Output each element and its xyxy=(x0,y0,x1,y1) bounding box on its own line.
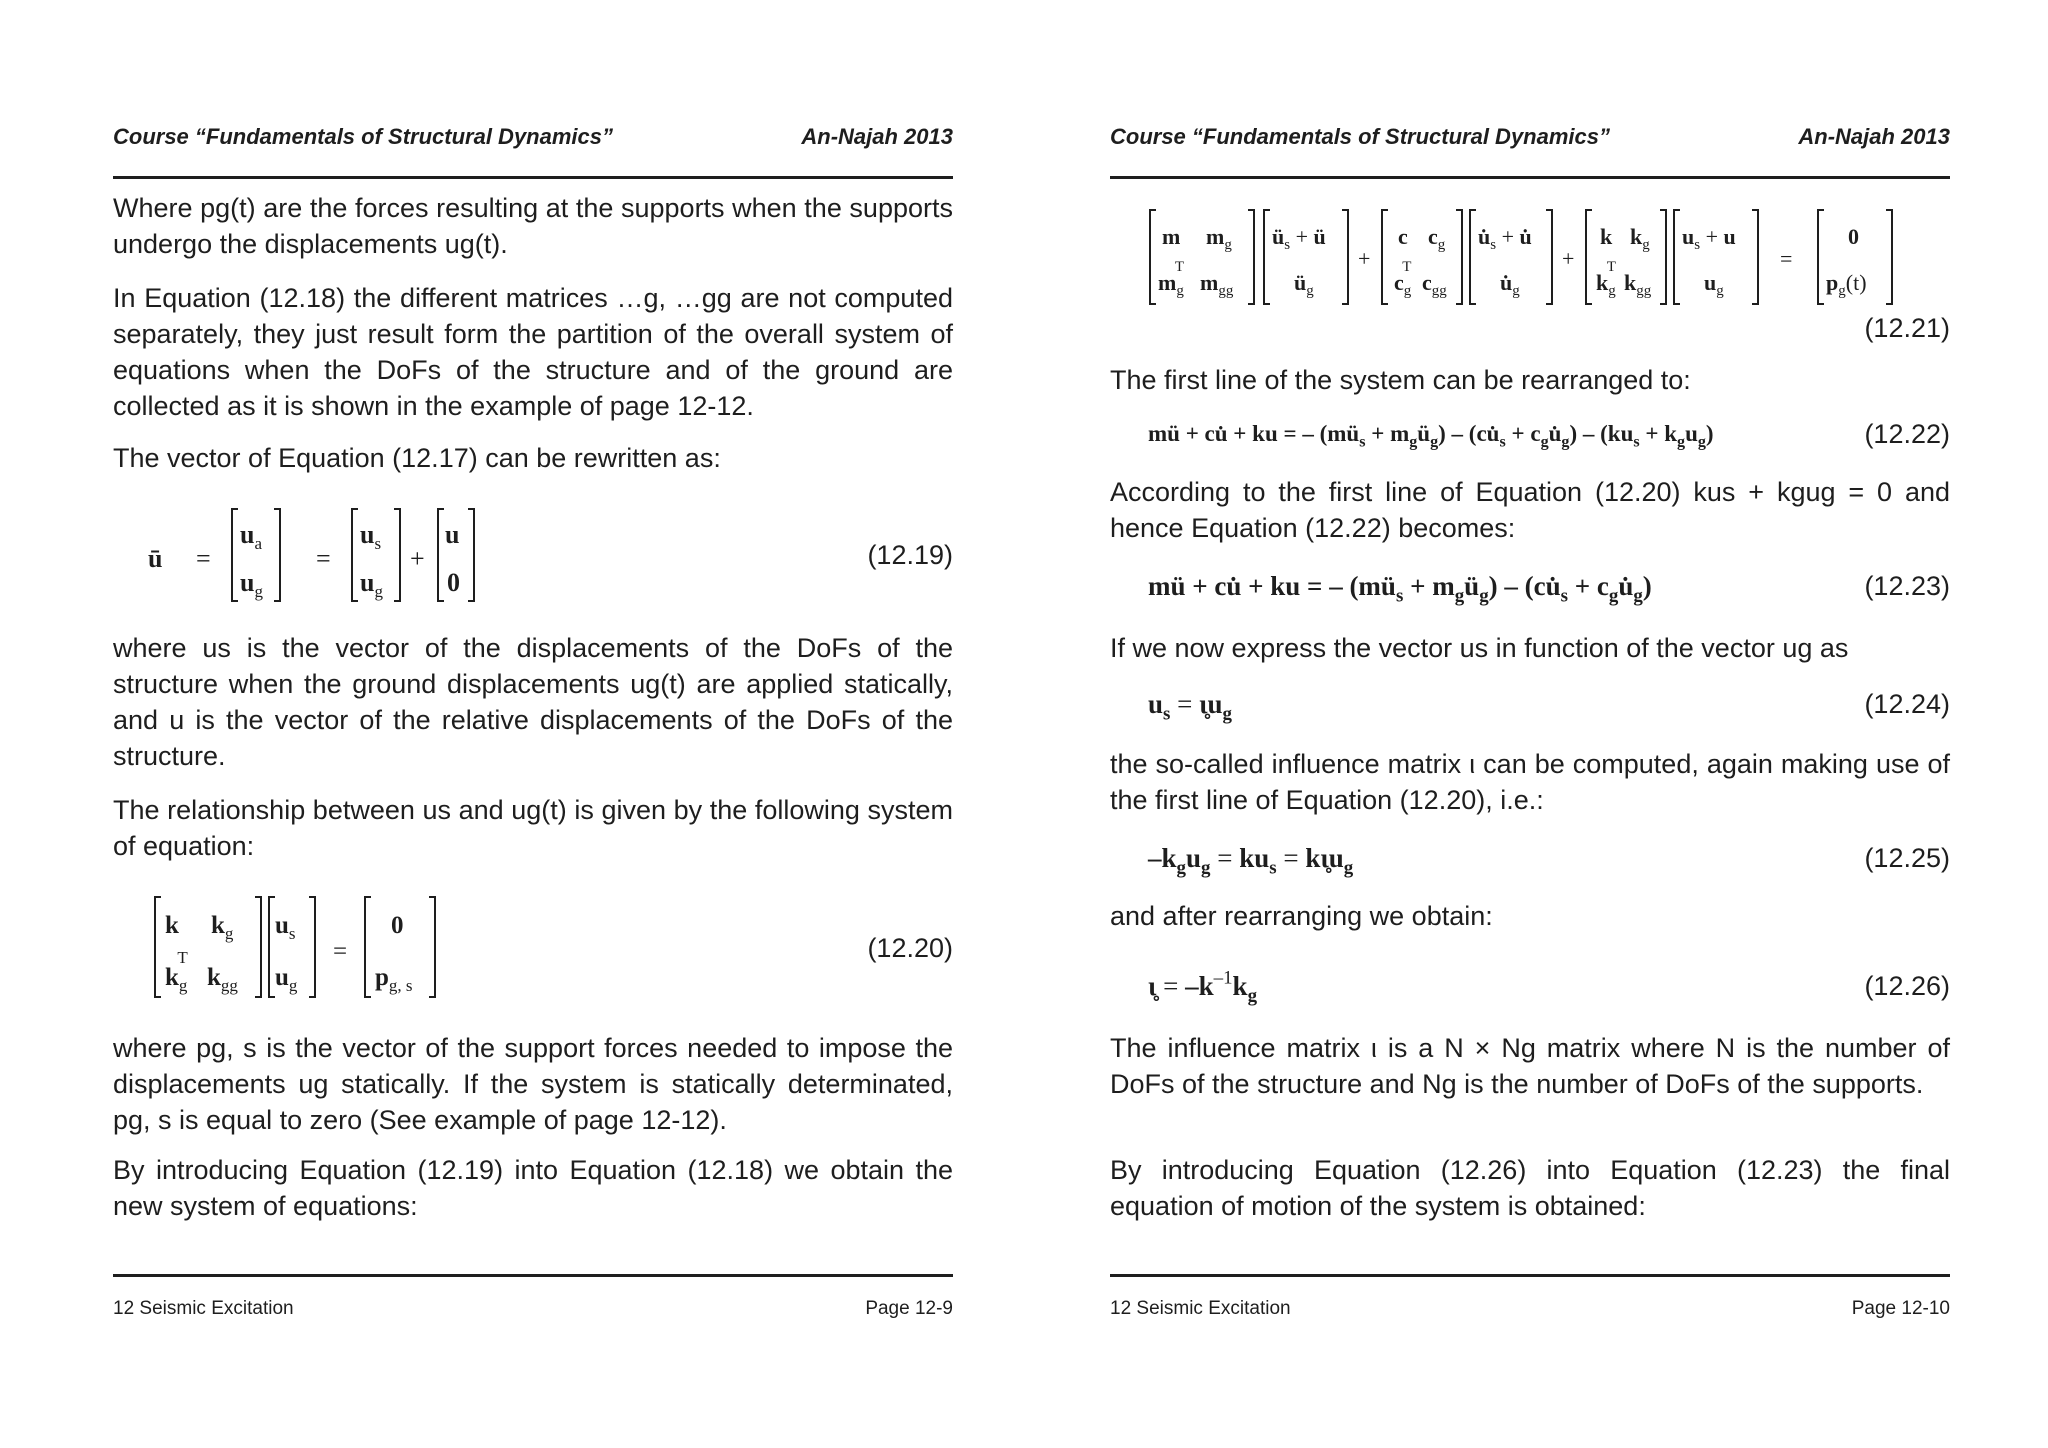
page-header xyxy=(113,124,953,158)
svg-text:kgg: $k_{gg}$ xyxy=(1624,270,1652,299)
svg-text:kgT: $k_gT$ xyxy=(1596,259,1616,299)
svg-text:u̇g: $u̇_g$ xyxy=(1500,270,1520,299)
paragraph: and after rearranging we obtain: xyxy=(1110,901,1493,931)
equation-number: (12.24) xyxy=(1864,689,1950,719)
equation-number: (12.25) xyxy=(1864,843,1950,873)
svg-text:ū: ū xyxy=(148,544,163,573)
right-page xyxy=(1110,0,1950,1448)
svg-text:=: = xyxy=(1780,246,1793,271)
svg-text:us + u: $u_s + u$ xyxy=(1682,224,1736,253)
svg-text:kgT: $k_gT$ xyxy=(165,948,188,995)
svg-text:cgg: $c_{gg}$ xyxy=(1422,270,1447,299)
svg-text:0: 0 xyxy=(391,912,404,939)
svg-text:=: = xyxy=(316,544,331,573)
course-year: An-Najah 2013 xyxy=(801,124,953,149)
svg-text:m: m xyxy=(1162,224,1181,249)
equation-number: (12.19) xyxy=(867,540,953,570)
paragraph: In Equation (12.18) the different matrices …g, …gg are not computed separately, they just result form the partition of the overall system of equations when the DoFs of the structure and of the ground are collected as it is shown in the example of page 12-12. xyxy=(113,283,953,421)
course-year: An-Najah 2013 xyxy=(1798,124,1950,149)
equation-12-22: mü + cu̇ + ku = – ($mü_s$ + $m_gü_g$) – ($cu̇_s$ + $c_gu̇_g) - (ku_s + k_gu_g)$ xyxy=(1148,421,1714,451)
svg-text:+: + xyxy=(1562,246,1575,271)
footer-chapter: 12 Seismic Excitation xyxy=(1110,1298,1291,1319)
svg-text:pg(t): $p_g(t)$ xyxy=(1826,270,1867,299)
svg-text:mgg: $m_{gg}$ xyxy=(1200,270,1234,299)
footer-rule xyxy=(113,1274,953,1277)
svg-text:ua: $u_a$ xyxy=(240,520,263,553)
course-title: Course “Fundamentals of Structural Dynamics” xyxy=(1110,124,1610,149)
paragraph: where us is the vector of the displacements of the DoFs of the structure when the ground displacements ug(t) are applied statically, and u is the vector of the relative displacements of the DoFs of the structure. xyxy=(113,633,953,771)
equation-number: (12.20) xyxy=(867,933,953,963)
svg-text:kg: $k_g$ xyxy=(1630,224,1650,253)
footer-rule xyxy=(1110,1274,1950,1277)
footer-chapter: 12 Seismic Excitation xyxy=(113,1298,294,1319)
equation-12-21 xyxy=(1148,206,1938,310)
paragraph: If we now express the vector us in function of the vector ug as xyxy=(1110,633,1849,663)
svg-text:=: = xyxy=(333,938,348,965)
paragraph: The first line of the system can be rearranged to: xyxy=(1110,365,1691,395)
svg-text:ug: $u_g$ xyxy=(1704,270,1724,299)
paragraph: The influence matrix ι is a N × Ng matrix where N is the number of DoFs of the structure and Ng is the number of DoFs of the supports. xyxy=(1110,1033,1950,1099)
equation-number: (12.22) xyxy=(1864,419,1950,449)
svg-text:=: = xyxy=(196,544,211,573)
paragraph: the so-called influence matrix ι can be computed, again making use of the first line of Equation (12.20), i.e.: xyxy=(1110,749,1950,815)
footer-page-number: Page 12-10 xyxy=(1851,1298,1950,1319)
svg-text:c: c xyxy=(1398,224,1408,249)
svg-text:u̇s + u̇: $u̇_s$ + u̇ xyxy=(1478,224,1532,253)
equation-number: (12.26) xyxy=(1864,971,1950,1001)
paragraph: By introducing Equation (12.26) into Equation (12.23) the final equation of motion of the system is obtained: xyxy=(1110,1155,1950,1221)
equation-12-26: ι̥ = $-k^{-1}k_g$ xyxy=(1148,967,1258,1007)
equation-number: (12.21) xyxy=(1864,313,1950,343)
svg-text:0: 0 xyxy=(447,568,460,597)
paragraph: where pg, s is the vector of the support forces needed to impose the displacements ug statically. If the system is statically determinated, pg, s is equal to zero (See example of page 12-12). xyxy=(113,1033,953,1135)
svg-text:ug: $u_g$ xyxy=(275,964,298,995)
paragraph: The relationship between us and ug(t) is given by the following system of equation: xyxy=(113,795,953,861)
svg-text:+: + xyxy=(1358,246,1371,271)
svg-text:+: + xyxy=(410,544,425,573)
svg-text:k: k xyxy=(165,912,179,939)
header-rule xyxy=(113,176,953,179)
svg-text:üs + ü: $ü_s$ + ü xyxy=(1272,224,1326,253)
svg-text:üg: $ü_g$ xyxy=(1294,270,1314,299)
equation-12-25: $-k_gu_g = ku_s$ = $k\iotḁu_g$ xyxy=(1148,843,1354,879)
course-title: Course “Fundamentals of Structural Dynamics” xyxy=(113,124,613,149)
equation-number: (12.23) xyxy=(1864,571,1950,601)
svg-text:kg: $k_g$ xyxy=(211,912,234,943)
svg-text:k: k xyxy=(1600,224,1613,249)
svg-text:cg: $c_g$ xyxy=(1428,224,1446,253)
svg-text:ug: $u_g$ xyxy=(240,568,263,601)
svg-text:cgT: $c_gT$ xyxy=(1394,259,1412,299)
header-rule xyxy=(1110,176,1950,179)
footer-page-number: Page 12-9 xyxy=(865,1298,953,1319)
svg-text:mg: $m_g$ xyxy=(1206,224,1232,253)
svg-text:mgT: $m_gT$ xyxy=(1158,259,1184,299)
page-header xyxy=(1110,124,1950,158)
equation-12-24: $u_s$ = $\iotḁu_g$ xyxy=(1148,689,1232,725)
equation-12-23: mü + cu̇ + ku = – ($mü_s$ + $m_gü_g$) – ($cu̇_s$ + $c_gu̇_g$) xyxy=(1148,571,1652,607)
svg-text:us: $u_s$ xyxy=(275,912,296,943)
paragraph: By introducing Equation (12.19) into Equation (12.18) we obtain the new system of equations: xyxy=(113,1155,953,1221)
svg-text:kgg: $k_{gg}$ xyxy=(207,964,238,995)
left-page xyxy=(113,0,953,1448)
svg-text:pg, s: $p_{g, s}$ xyxy=(375,964,413,995)
paragraph: The vector of Equation (12.17) can be rewritten as: xyxy=(113,443,721,473)
paragraph: According to the first line of Equation (12.20) kus + kgug = 0 and hence Equation (12.22) becomes: xyxy=(1110,477,1950,543)
svg-text:0: 0 xyxy=(1848,224,1859,249)
svg-text:us: $u_s$ xyxy=(360,520,382,553)
paragraph: Where pg(t) are the forces resulting at the supports when the supports undergo the displacements ug(t). xyxy=(113,193,953,259)
svg-text:ug: $u_g$ xyxy=(360,568,383,601)
svg-text:u: u xyxy=(445,520,460,549)
